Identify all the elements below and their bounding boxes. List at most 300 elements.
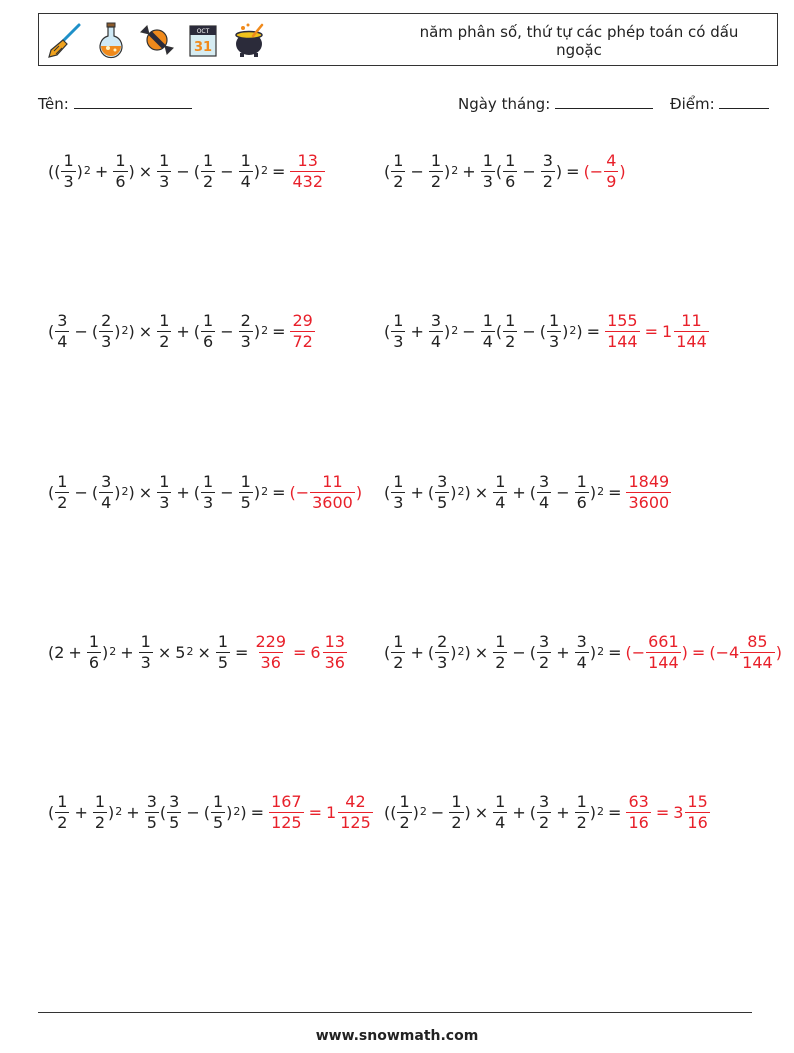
calendar-month: OCT xyxy=(196,28,210,35)
name-blank[interactable] xyxy=(74,94,192,109)
numerator: 1 xyxy=(576,791,587,811)
problem-9 xyxy=(48,782,374,842)
operator: × xyxy=(474,802,489,822)
calendar-day: 31 xyxy=(193,40,213,55)
name-field[interactable] xyxy=(38,94,192,113)
fraction xyxy=(211,792,225,833)
operator: + xyxy=(512,802,526,822)
numerator: 1 xyxy=(57,791,68,811)
denominator: 4 xyxy=(576,652,587,672)
numerator: 661 xyxy=(648,631,679,651)
answer xyxy=(625,472,672,513)
text: (− xyxy=(289,482,310,502)
answer xyxy=(289,311,315,352)
answer xyxy=(604,311,710,352)
text: ) xyxy=(464,482,471,502)
fraction xyxy=(674,311,709,352)
text: ) xyxy=(464,642,471,662)
fraction xyxy=(93,792,107,833)
denominator: 36 xyxy=(260,652,281,672)
fraction xyxy=(323,632,347,673)
text: ) xyxy=(589,482,597,502)
numerator: 1 xyxy=(393,631,404,651)
numerator: 1 xyxy=(430,150,442,170)
cauldron-icon xyxy=(227,18,271,62)
operator: − xyxy=(176,161,190,181)
denominator: 4 xyxy=(240,171,251,191)
operator: = xyxy=(235,642,249,662)
text: ) xyxy=(681,642,688,662)
operator: − xyxy=(556,482,570,502)
denominator: 5 xyxy=(146,812,157,832)
fraction xyxy=(145,792,159,833)
numerator: 3 xyxy=(539,791,550,811)
text: ) xyxy=(128,161,135,181)
numerator: 1 xyxy=(63,150,74,170)
fraction xyxy=(239,151,253,192)
expression: ( $\frac{1}{2}$ − $\frac{1}{2}$ ) 2 + $\frac{1}{3}$ ( $\frac{1}{6}$ − $\frac{3}{2}$ ) = xyxy=(384,150,580,191)
text: ( xyxy=(495,161,503,181)
denominator: 125 xyxy=(340,812,371,832)
numerator: 1 xyxy=(159,310,170,330)
operator: + xyxy=(176,482,190,502)
date-label: Ngày tháng: xyxy=(458,95,551,113)
text: ) xyxy=(444,321,451,341)
fraction xyxy=(338,792,373,833)
fraction xyxy=(685,792,709,833)
denominator: 3 xyxy=(203,492,214,512)
text: ) xyxy=(775,642,782,662)
operator: = xyxy=(272,161,286,181)
fraction xyxy=(493,472,507,513)
numerator: 1 xyxy=(399,791,410,811)
whole-number: 1 xyxy=(662,321,673,341)
text: ) xyxy=(240,802,247,822)
fraction xyxy=(216,632,230,673)
denominator: 4 xyxy=(57,331,68,351)
text: ) xyxy=(450,482,457,502)
text: ) xyxy=(226,802,233,822)
numerator: 4 xyxy=(606,150,617,170)
problem-8 xyxy=(384,622,782,682)
denominator: 3 xyxy=(159,171,170,191)
denominator: 4 xyxy=(495,492,506,512)
numerator: 1 xyxy=(115,150,126,170)
operator: = xyxy=(566,161,580,181)
denominator: 4 xyxy=(495,812,506,832)
numerator: 3 xyxy=(430,310,442,330)
operator: + xyxy=(176,321,190,341)
numerator: 13 xyxy=(297,150,318,170)
text: ( xyxy=(193,321,201,341)
denominator: 16 xyxy=(687,812,708,832)
denominator: 3 xyxy=(240,331,251,351)
denominator: 3 xyxy=(140,652,151,672)
numerator: 229 xyxy=(255,631,286,651)
denominator: 2 xyxy=(399,812,410,832)
problem-1 xyxy=(48,141,326,201)
header-icons xyxy=(43,18,273,62)
fraction xyxy=(435,632,449,673)
fraction xyxy=(503,151,517,192)
fraction xyxy=(575,792,589,833)
denominator: 9 xyxy=(606,171,617,191)
numerator: 3 xyxy=(57,310,68,330)
fraction xyxy=(253,632,288,673)
numerator: 1 xyxy=(505,150,516,170)
fraction xyxy=(391,151,405,192)
denominator: 144 xyxy=(676,331,707,351)
text: ) xyxy=(76,161,83,181)
operator: + xyxy=(512,482,526,502)
denominator: 4 xyxy=(482,331,493,351)
footer-divider xyxy=(38,1012,752,1013)
answer xyxy=(289,151,326,192)
text: ( xyxy=(48,321,55,341)
operator: − xyxy=(74,321,88,341)
denominator: 2 xyxy=(451,812,462,832)
fraction xyxy=(429,311,443,352)
operator: + xyxy=(556,642,570,662)
denominator: 5 xyxy=(169,812,180,832)
numerator: 1 xyxy=(94,791,106,811)
expression: ( $\frac{1}{3}$ + $\frac{3}{4}$ ) 2 − $\frac{1}{4}$ ( $\frac{1}{2}$ − ( $\frac{1}{3}$ ) 2 ) = xyxy=(384,310,601,351)
denominator: 3 xyxy=(159,492,170,512)
operator: = xyxy=(691,642,706,662)
numerator: 3 xyxy=(539,471,550,491)
text: (− xyxy=(583,161,604,181)
potion-bottle-icon xyxy=(89,18,133,62)
text: ( xyxy=(193,482,201,502)
denominator: 16 xyxy=(628,812,649,832)
numerator: 3 xyxy=(576,631,587,651)
text: ) xyxy=(464,802,471,822)
fraction xyxy=(87,632,101,673)
text: ( xyxy=(529,642,537,662)
numerator: 1849 xyxy=(628,471,670,491)
operator: − xyxy=(522,321,536,341)
fraction xyxy=(626,472,671,513)
text: ) xyxy=(108,802,115,822)
date-field[interactable] xyxy=(458,94,653,113)
denominator: 2 xyxy=(539,652,550,672)
numerator: 1 xyxy=(393,150,404,170)
problem-4 xyxy=(384,301,710,361)
fraction xyxy=(547,311,561,352)
operator: + xyxy=(410,482,424,502)
numerator: 29 xyxy=(292,310,313,330)
operator: = xyxy=(644,321,659,341)
text: ) xyxy=(412,802,419,822)
operator: × xyxy=(138,161,153,181)
denominator: 144 xyxy=(742,652,773,672)
expression: ( $\frac{1}{3}$ + ( $\frac{3}{5}$ ) 2 ) × $\frac{1}{4}$ + ( $\frac{3}{4}$ − $\frac{1}{6}$ ) 2 = xyxy=(384,471,622,512)
worksheet-header xyxy=(38,13,778,66)
numerator: 2 xyxy=(437,631,448,651)
text: ) xyxy=(102,642,109,662)
numerator: 167 xyxy=(271,791,302,811)
operator: = xyxy=(608,802,622,822)
denominator: 2 xyxy=(57,492,68,512)
text: ) xyxy=(589,642,597,662)
fraction xyxy=(310,472,355,513)
denominator: 3 xyxy=(101,331,112,351)
denominator: 36 xyxy=(324,652,345,672)
denominator: 2 xyxy=(393,171,404,191)
fraction xyxy=(481,151,495,192)
numerator: 1 xyxy=(393,310,404,330)
denominator: 2 xyxy=(576,812,587,832)
denominator: 2 xyxy=(430,171,442,191)
fraction xyxy=(537,792,551,833)
numerator: 1 xyxy=(576,471,587,491)
denominator: 4 xyxy=(539,492,550,512)
fraction xyxy=(575,472,589,513)
numerator: 2 xyxy=(101,310,112,330)
operator: = xyxy=(250,802,265,822)
denominator: 3 xyxy=(482,171,493,191)
numerator: 1 xyxy=(495,791,506,811)
date-blank[interactable] xyxy=(555,94,653,109)
denominator: 6 xyxy=(505,171,516,191)
operator: + xyxy=(68,642,82,662)
operator: − xyxy=(220,321,234,341)
expression: (2 + $\frac{1}{6}$ ) 2 + $\frac{1}{3}$ × 5 2 × $\frac{1}{5}$ = xyxy=(48,631,249,672)
broom-icon xyxy=(43,18,87,62)
fraction xyxy=(493,792,507,833)
expression: (( $\frac{1}{2}$ ) 2 − $\frac{1}{2}$ ) × $\frac{1}{4}$ + ( $\frac{3}{2}$ + $\frac{1}{2}$ ) 2 = xyxy=(384,791,622,832)
text: ) xyxy=(450,642,457,662)
denominator: 3600 xyxy=(312,492,353,512)
fraction xyxy=(290,311,314,352)
denominator: 144 xyxy=(648,652,679,672)
text: ) xyxy=(253,161,261,181)
denominator: 2 xyxy=(495,652,506,672)
denominator: 6 xyxy=(576,492,587,512)
text: (( xyxy=(384,802,397,822)
fraction xyxy=(269,792,304,833)
numerator: 1 xyxy=(57,471,68,491)
denominator: 6 xyxy=(203,331,214,351)
numerator: 3 xyxy=(539,631,550,651)
text: ) xyxy=(253,482,261,502)
numerator: 1 xyxy=(495,631,506,651)
operator: − xyxy=(430,802,445,822)
fraction xyxy=(99,311,113,352)
problem-10 xyxy=(384,782,711,842)
operator: = xyxy=(308,802,323,822)
text: ) xyxy=(589,802,597,822)
text: ( xyxy=(427,482,435,502)
operator: = xyxy=(608,642,622,662)
fraction xyxy=(55,792,69,833)
operator: = xyxy=(272,482,286,502)
text: ( xyxy=(48,802,55,822)
answer xyxy=(268,792,374,833)
numerator: 15 xyxy=(687,791,708,811)
denominator: 3 xyxy=(548,331,560,351)
fraction xyxy=(429,151,443,192)
text: ( xyxy=(529,482,537,502)
numerator: 3 xyxy=(437,471,448,491)
numerator: 11 xyxy=(322,471,343,491)
operator: − xyxy=(410,161,424,181)
fraction xyxy=(113,151,127,192)
text: ) xyxy=(114,321,121,341)
numerator: 1 xyxy=(140,631,151,651)
denominator: 144 xyxy=(607,331,638,351)
answer xyxy=(584,151,626,192)
fraction xyxy=(55,311,69,352)
denominator: 72 xyxy=(292,331,313,351)
denominator: 5 xyxy=(212,812,224,832)
fraction xyxy=(626,792,650,833)
numerator: 1 xyxy=(88,631,100,651)
operator: − xyxy=(462,321,476,341)
footer-url[interactable]: www.snowmath.com xyxy=(315,1028,479,1044)
text: ) xyxy=(128,321,135,341)
fraction xyxy=(740,632,775,673)
denominator: 3 xyxy=(393,331,404,351)
fraction xyxy=(239,472,253,513)
problem-6 xyxy=(384,462,672,522)
operator: × xyxy=(474,482,489,502)
operator: × xyxy=(157,642,172,662)
text: (( xyxy=(48,161,61,181)
denominator: 2 xyxy=(542,171,553,191)
numerator: 3 xyxy=(101,471,112,491)
text: ) xyxy=(355,482,363,502)
fraction xyxy=(55,472,69,513)
text: ) xyxy=(576,321,583,341)
problem-3 xyxy=(48,301,316,361)
fraction xyxy=(537,472,551,513)
denominator: 5 xyxy=(240,492,251,512)
fraction xyxy=(537,632,551,673)
problem-7 xyxy=(48,622,348,682)
numerator: 3 xyxy=(542,150,553,170)
text: ( xyxy=(384,642,391,662)
operator: − xyxy=(74,482,88,502)
text: (−4 xyxy=(709,642,740,662)
text: ) xyxy=(128,482,135,502)
text: ( xyxy=(159,802,167,822)
numerator: 1 xyxy=(240,150,251,170)
denominator: 6 xyxy=(88,652,100,672)
denominator: 2 xyxy=(159,331,170,351)
denominator: 4 xyxy=(430,331,442,351)
fraction xyxy=(157,151,171,192)
fraction xyxy=(157,472,171,513)
denominator: 6 xyxy=(115,171,126,191)
denominator: 2 xyxy=(539,812,550,832)
operator: − xyxy=(220,482,234,502)
operator: × xyxy=(138,482,153,502)
text: (2 xyxy=(48,642,65,662)
numerator: 1 xyxy=(482,150,493,170)
denominator: 3 xyxy=(393,492,404,512)
text: ( xyxy=(384,321,391,341)
numerator: 155 xyxy=(607,310,638,330)
text: ) xyxy=(619,161,626,181)
fraction xyxy=(99,472,113,513)
fraction xyxy=(605,311,640,352)
whole-number: 3 xyxy=(673,802,684,822)
text: ( xyxy=(384,161,391,181)
problem-5 xyxy=(48,462,362,522)
score-label: Điểm: xyxy=(670,95,715,113)
fraction xyxy=(167,792,181,833)
numerator: 1 xyxy=(240,471,251,491)
fraction xyxy=(541,151,555,192)
denominator: 2 xyxy=(57,812,68,832)
numerator: 1 xyxy=(393,471,404,491)
text: ( xyxy=(203,802,210,822)
expression: (( $\frac{1}{3}$ ) 2 + $\frac{1}{6}$ ) × $\frac{1}{3}$ − ( $\frac{1}{2}$ − $\frac{1}{4}$ ) 2 = xyxy=(48,150,286,191)
problem-2 xyxy=(384,141,626,201)
text: ( xyxy=(539,321,546,341)
numerator: 42 xyxy=(345,791,366,811)
denominator: 2 xyxy=(393,652,404,672)
operator: = xyxy=(293,642,307,662)
fraction xyxy=(391,472,405,513)
text: ) xyxy=(562,321,569,341)
fraction xyxy=(139,632,153,673)
numerator: 1 xyxy=(451,791,462,811)
operator: − xyxy=(220,161,234,181)
answer xyxy=(625,632,781,673)
denominator: 2 xyxy=(505,331,516,351)
numerator: 1 xyxy=(159,150,170,170)
text: 5 xyxy=(175,642,186,662)
operator: + xyxy=(462,161,476,181)
numerator: 85 xyxy=(747,631,768,651)
answer xyxy=(625,792,710,833)
numerator: 3 xyxy=(146,791,157,811)
text: ) xyxy=(555,161,563,181)
fraction xyxy=(391,311,405,352)
expression: ( $\frac{3}{4}$ − ( $\frac{2}{3}$ ) 2 ) × $\frac{1}{2}$ + ( $\frac{1}{6}$ − $\frac{2}{3}$ ) 2 = xyxy=(48,310,286,351)
fraction xyxy=(604,151,618,192)
denominator: 432 xyxy=(292,171,323,191)
operator: = xyxy=(608,482,622,502)
text: ( xyxy=(384,482,391,502)
numerator: 1 xyxy=(203,150,214,170)
operator: × xyxy=(138,321,153,341)
numerator: 1 xyxy=(217,631,229,651)
operator: = xyxy=(272,321,286,341)
operator: + xyxy=(556,802,570,822)
denominator: 2 xyxy=(203,171,214,191)
text: ) xyxy=(253,321,261,341)
worksheet-title: năm phân số, thứ tự các phép toán có dấu ngoặc xyxy=(419,23,739,59)
fraction xyxy=(201,151,215,192)
expression: ( $\frac{1}{2}$ + ( $\frac{2}{3}$ ) 2 ) × $\frac{1}{2}$ − ( $\frac{3}{2}$ + $\frac{3}{4}$ ) 2 = xyxy=(384,631,622,672)
fraction xyxy=(157,311,171,352)
operator: × xyxy=(474,642,489,662)
fraction xyxy=(493,632,507,673)
score-blank[interactable] xyxy=(719,94,769,109)
numerator: 1 xyxy=(212,791,224,811)
score-field[interactable] xyxy=(670,94,769,113)
denominator: 5 xyxy=(437,492,448,512)
operator: + xyxy=(120,642,134,662)
fraction xyxy=(61,151,75,192)
operator: − xyxy=(512,642,526,662)
operator: + xyxy=(126,802,140,822)
expression: ( $\frac{1}{2}$ + $\frac{1}{2}$ ) 2 + $\frac{3}{5}$ ( $\frac{3}{5}$ − ( $\frac{1}{5}$ ) 2 ) = xyxy=(48,791,265,832)
numerator: 1 xyxy=(495,471,506,491)
